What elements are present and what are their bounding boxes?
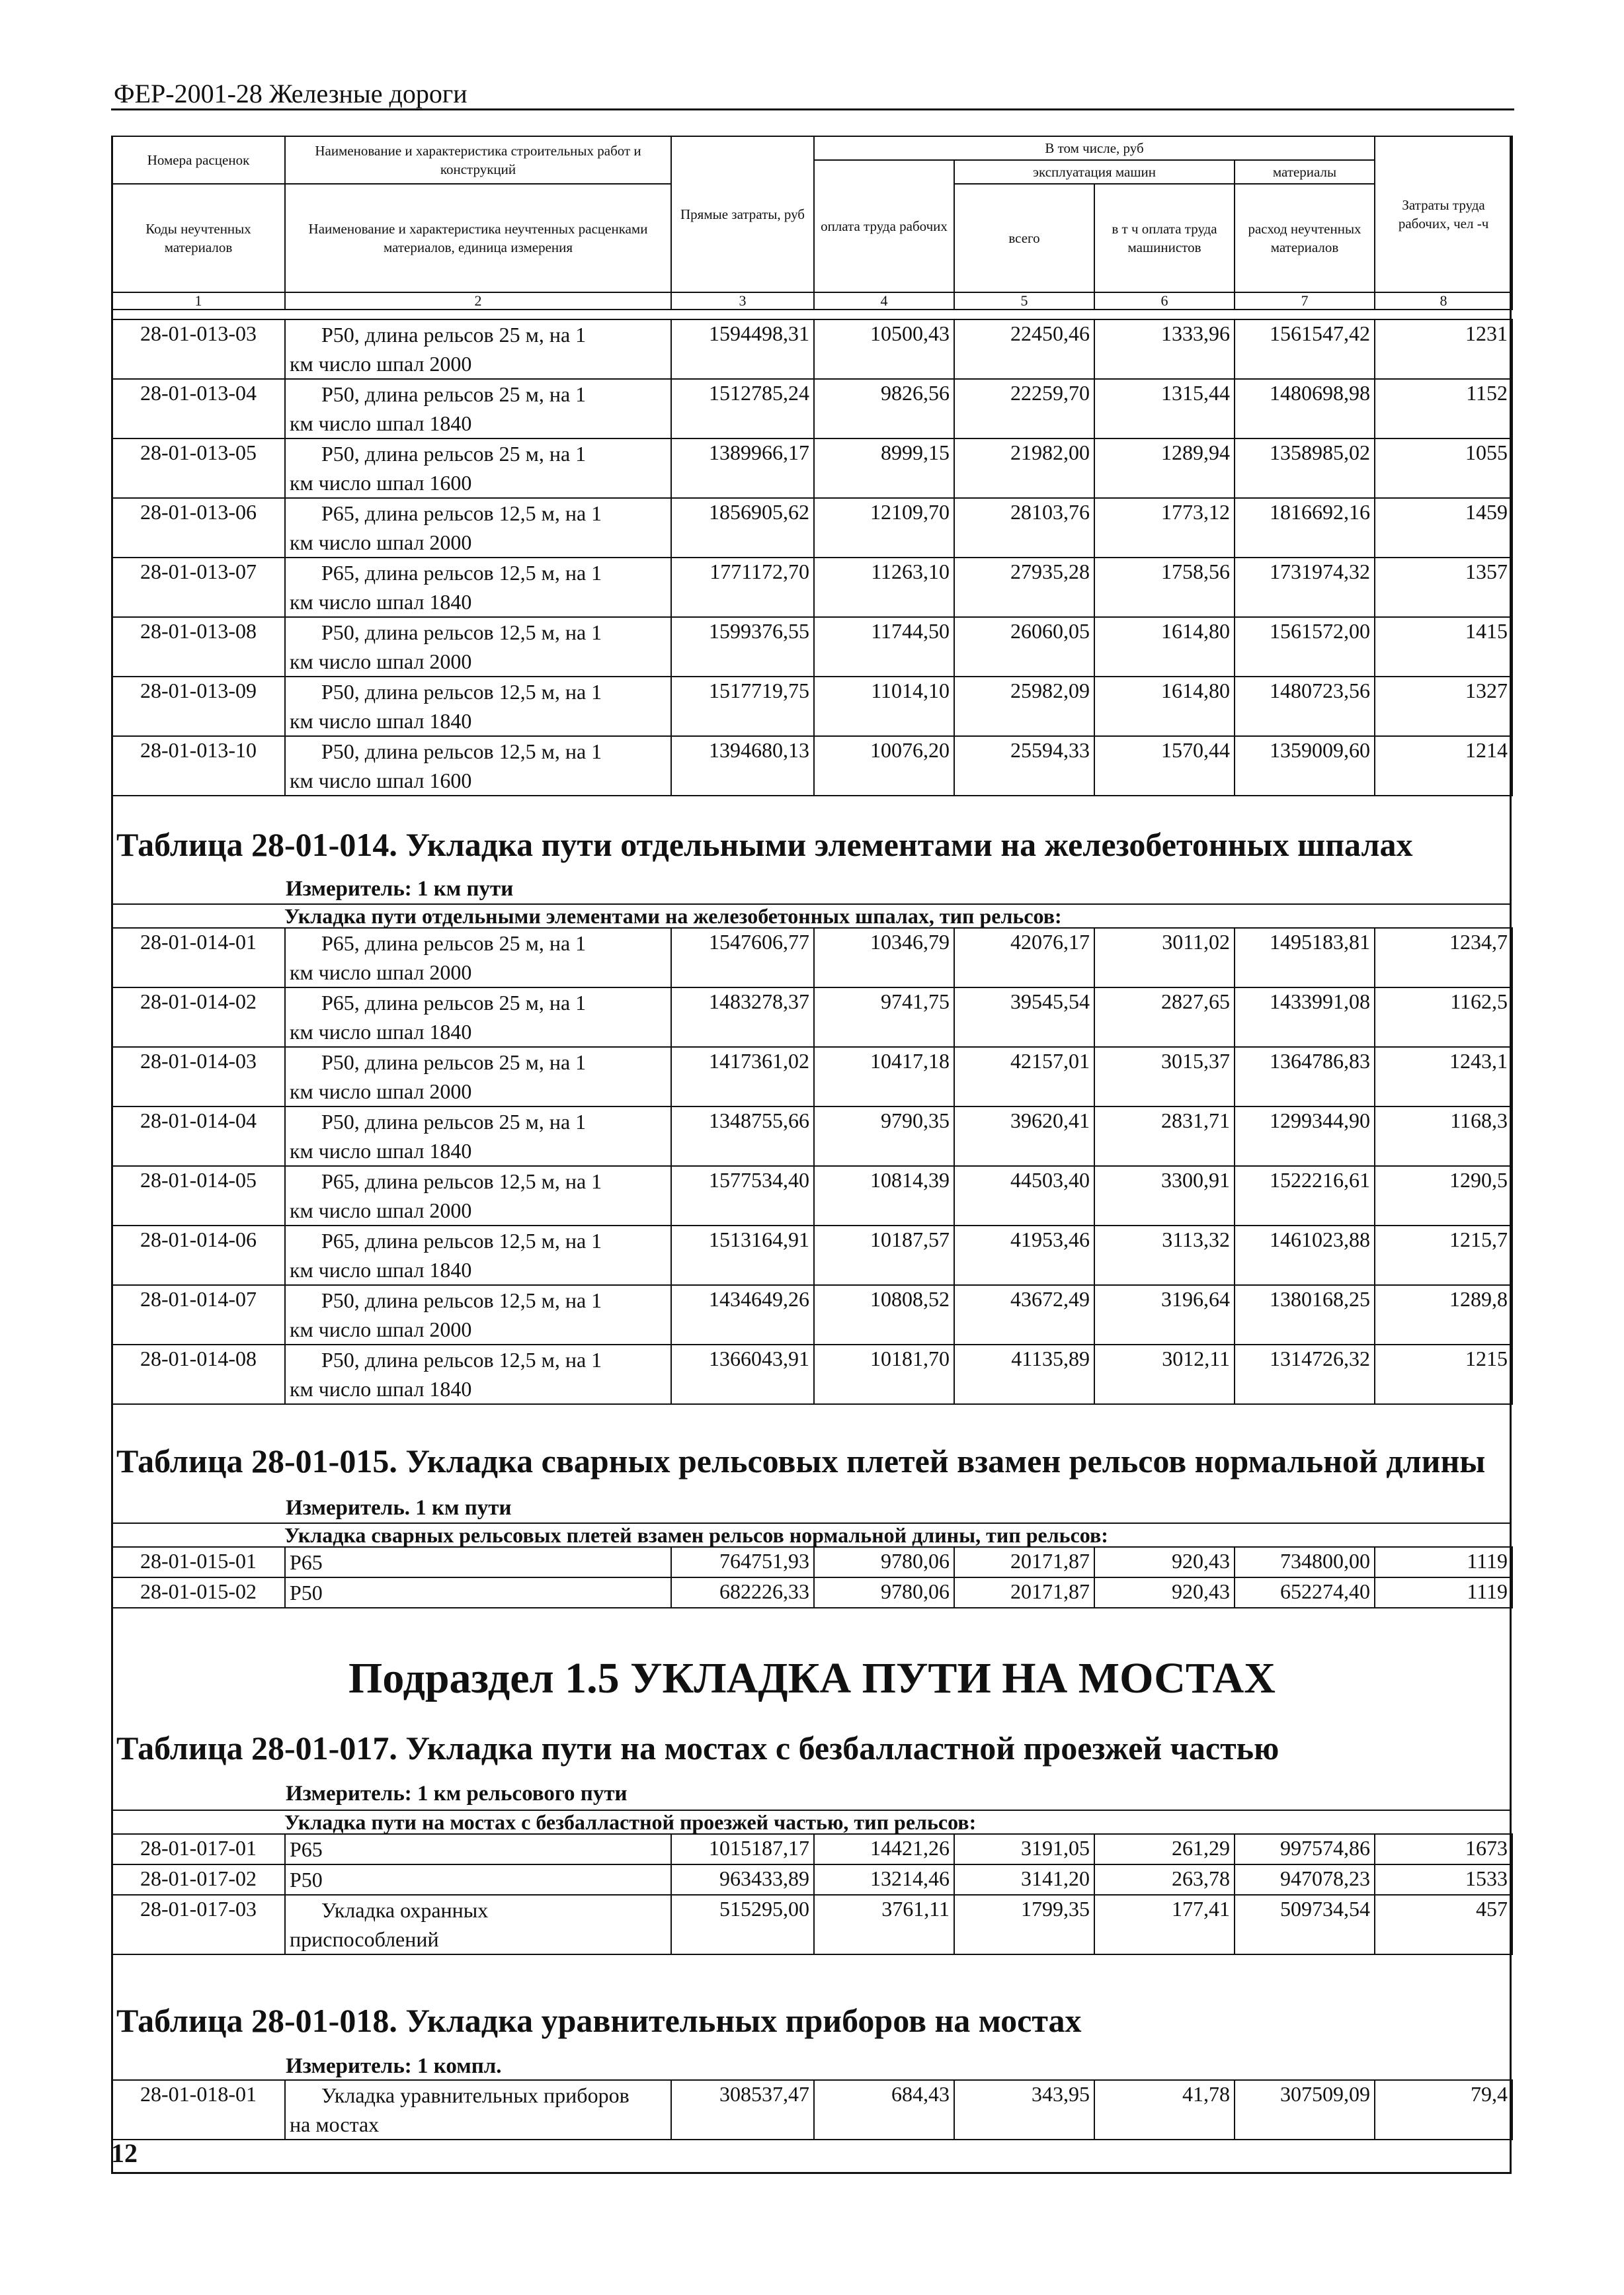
- table-28-01-015: [111, 1546, 1513, 1608]
- header-workers-pay: оплата труда рабочих: [814, 160, 954, 292]
- column-number: 5: [954, 292, 1094, 310]
- operators-pay: 2827,65: [1094, 987, 1235, 1047]
- machines-total: 43672,49: [954, 1285, 1094, 1345]
- header-operators-pay: в т ч оплата труда машинистов: [1094, 184, 1235, 292]
- rate-code: 28-01-014-05: [112, 1166, 285, 1226]
- rate-code: 28-01-014-07: [112, 1285, 285, 1345]
- work-name: [285, 677, 671, 736]
- machines-total: 3141,20: [954, 1864, 1094, 1895]
- work-name-line: Р65, длина рельсов 25 м, на 1: [321, 991, 587, 1015]
- rate-code: 28-01-014-02: [112, 987, 285, 1047]
- work-name: [285, 1895, 671, 1954]
- work-name-line: км число шпал 1600: [290, 769, 472, 792]
- table-row: [112, 987, 1512, 1047]
- labor-hours: 1357: [1375, 558, 1512, 617]
- workers-pay: 10814,39: [814, 1166, 954, 1226]
- labor-hours: 1168,3: [1375, 1106, 1512, 1166]
- materials-cost: 509734,54: [1235, 1895, 1375, 1954]
- machines-total: 22450,46: [954, 319, 1094, 379]
- machines-total: 3191,05: [954, 1834, 1094, 1864]
- machines-total: 20171,87: [954, 1577, 1094, 1608]
- operators-pay: 1758,56: [1094, 558, 1235, 617]
- operators-pay: 1614,80: [1094, 677, 1235, 736]
- rate-code: 28-01-013-08: [112, 617, 285, 677]
- subhead-017: [111, 1810, 1512, 1835]
- direct-costs: 1389966,17: [671, 438, 814, 498]
- operators-pay: 3113,32: [1094, 1226, 1235, 1285]
- meter-017-text: Измеритель: 1 км рельсового пути: [286, 1782, 628, 1806]
- work-name: [285, 1285, 671, 1345]
- rate-code: 28-01-013-06: [112, 498, 285, 558]
- table-28-01-013: [111, 319, 1513, 796]
- rate-code: 28-01-013-10: [112, 736, 285, 796]
- table-row: [112, 617, 1512, 677]
- operators-pay: 1570,44: [1094, 736, 1235, 796]
- operators-pay: 1773,12: [1094, 498, 1235, 558]
- table-28-01-018: [111, 2079, 1513, 2140]
- direct-costs: 1771172,70: [671, 558, 814, 617]
- machines-total: 20171,87: [954, 1547, 1094, 1577]
- work-name: [285, 379, 671, 438]
- work-name-line: км число шпал 2000: [290, 530, 472, 554]
- workers-pay: 11744,50: [814, 617, 954, 677]
- table-row: [112, 1577, 1512, 1608]
- column-number: 2: [285, 292, 671, 310]
- operators-pay: 3015,37: [1094, 1047, 1235, 1106]
- work-name-line: Р50, длина рельсов 12,5 м, на 1: [321, 620, 602, 644]
- materials-cost: 1480698,98: [1235, 379, 1375, 438]
- work-name-line: Р65, длина рельсов 12,5 м, на 1: [321, 1229, 602, 1253]
- workers-pay: 684,43: [814, 2080, 954, 2140]
- machines-total: 42157,01: [954, 1047, 1094, 1106]
- header-labor: Затраты труда рабочих, чел -ч: [1375, 136, 1512, 292]
- table-row: [112, 1895, 1512, 1954]
- operators-pay: 3300,91: [1094, 1166, 1235, 1226]
- work-name-line: км число шпал 1840: [290, 590, 472, 614]
- materials-cost: 1433991,08: [1235, 987, 1375, 1047]
- work-name: [285, 1047, 671, 1106]
- workers-pay: 10808,52: [814, 1285, 954, 1345]
- machines-total: 25594,33: [954, 736, 1094, 796]
- materials-cost: 1731974,32: [1235, 558, 1375, 617]
- work-name-line: км число шпал 2000: [290, 1317, 472, 1341]
- labor-hours: 1214: [1375, 736, 1512, 796]
- work-name-line: Р50, длина рельсов 25 м, на 1: [321, 382, 587, 406]
- column-numbers-row: [112, 292, 1512, 310]
- workers-pay: 9741,75: [814, 987, 954, 1047]
- labor-hours: 1459: [1375, 498, 1512, 558]
- work-name-line: км число шпал 2000: [290, 649, 472, 673]
- meter-014-text: Измеритель: 1 км пути: [286, 877, 514, 901]
- header-material-names: Наименование и характеристика неучтенных расценками материалов, единица измерения: [285, 184, 671, 292]
- operators-pay: 1614,80: [1094, 617, 1235, 677]
- work-name-line: Укладка уравнительных приборов: [321, 2083, 629, 2107]
- work-name-line: Р65: [290, 1837, 323, 1861]
- operators-pay: 1333,96: [1094, 319, 1235, 379]
- machines-total: 343,95: [954, 2080, 1094, 2140]
- column-number: 1: [112, 292, 285, 310]
- labor-hours: 1243,1: [1375, 1047, 1512, 1106]
- work-name: [285, 1106, 671, 1166]
- work-name: [285, 1226, 671, 1285]
- meter-018: [286, 2054, 501, 2079]
- table-row: [112, 558, 1512, 617]
- workers-pay: 13214,46: [814, 1864, 954, 1895]
- labor-hours: 1119: [1375, 1547, 1512, 1577]
- direct-costs: 1348755,66: [671, 1106, 814, 1166]
- direct-costs: 1417361,02: [671, 1047, 814, 1106]
- materials-cost: 734800,00: [1235, 1547, 1375, 1577]
- work-name-line: км число шпал 1840: [290, 1139, 472, 1163]
- machines-total: 44503,40: [954, 1166, 1094, 1226]
- work-name: [285, 928, 671, 987]
- page-header: [111, 78, 1514, 109]
- labor-hours: 1055: [1375, 438, 1512, 498]
- header-total: всего: [954, 184, 1094, 292]
- work-name-line: км число шпал 2000: [290, 960, 472, 984]
- meter-015: [286, 1496, 512, 1521]
- work-name-line: Р65, длина рельсов 12,5 м, на 1: [321, 561, 602, 585]
- rate-code: 28-01-015-02: [112, 1577, 285, 1608]
- operators-pay: 263,78: [1094, 1864, 1235, 1895]
- direct-costs: 1856905,62: [671, 498, 814, 558]
- header-direct-costs: Прямые затраты, руб: [671, 136, 814, 292]
- header-material-consumption: расход неучтенных материалов: [1235, 184, 1375, 292]
- table-row: [112, 319, 1512, 379]
- materials-cost: 1299344,90: [1235, 1106, 1375, 1166]
- workers-pay: 10346,79: [814, 928, 954, 987]
- column-number: 7: [1235, 292, 1375, 310]
- workers-pay: 9826,56: [814, 379, 954, 438]
- direct-costs: 1513164,91: [671, 1226, 814, 1285]
- rate-code: 28-01-014-04: [112, 1106, 285, 1166]
- page-header-title: ФЕР-2001-28 Железные дороги: [114, 79, 467, 108]
- work-name-line: Р50, длина рельсов 12,5 м, на 1: [321, 1348, 602, 1372]
- work-name: [285, 1577, 671, 1608]
- work-name-line: Р65, длина рельсов 12,5 м, на 1: [321, 501, 602, 525]
- rate-code: 28-01-014-06: [112, 1226, 285, 1285]
- materials-cost: 1314726,32: [1235, 1345, 1375, 1404]
- work-name: [285, 1864, 671, 1895]
- subhead-015: [111, 1523, 1512, 1548]
- rate-code: 28-01-013-04: [112, 379, 285, 438]
- work-name: [285, 558, 671, 617]
- work-name-line: приспособлений: [290, 1927, 439, 1951]
- subsection-title: Подраздел 1.5 УКЛАДКА ПУТИ НА МОСТАХ: [348, 1654, 1276, 1702]
- materials-cost: 1359009,60: [1235, 736, 1375, 796]
- materials-cost: 307509,09: [1235, 2080, 1375, 2140]
- materials-cost: 1480723,56: [1235, 677, 1375, 736]
- work-name-line: Р50, длина рельсов 12,5 м, на 1: [321, 1288, 602, 1312]
- subhead-014-text: Укладка пути отдельными элементами на железобетонных шпалах, тип рельсов:: [284, 904, 1062, 928]
- direct-costs: 1594498,31: [671, 319, 814, 379]
- page-number: 12: [111, 2138, 138, 2168]
- header-rule: [111, 108, 1514, 110]
- materials-cost: 652274,40: [1235, 1577, 1375, 1608]
- materials-cost: 1522216,61: [1235, 1166, 1375, 1226]
- work-name-line: км число шпал 2000: [290, 1079, 472, 1103]
- labor-hours: 1415: [1375, 617, 1512, 677]
- operators-pay: 261,29: [1094, 1834, 1235, 1864]
- operators-pay: 920,43: [1094, 1547, 1235, 1577]
- work-name-line: Укладка охранных: [321, 1898, 489, 1922]
- operators-pay: 3011,02: [1094, 928, 1235, 987]
- rate-code: 28-01-013-03: [112, 319, 285, 379]
- work-name-line: на мостах: [290, 2112, 380, 2136]
- workers-pay: 9780,06: [814, 1547, 954, 1577]
- direct-costs: 515295,00: [671, 1895, 814, 1954]
- labor-hours: 457: [1375, 1895, 1512, 1954]
- labor-hours: 1533: [1375, 1864, 1512, 1895]
- materials-cost: 1461023,88: [1235, 1226, 1375, 1285]
- labor-hours: 1231: [1375, 319, 1512, 379]
- work-name-line: Р50, длина рельсов 25 м, на 1: [321, 323, 587, 347]
- work-name-line: Р50, длина рельсов 12,5 м, на 1: [321, 739, 602, 763]
- work-name-line: км число шпал 1840: [290, 1258, 472, 1282]
- work-name-line: Р50, длина рельсов 12,5 м, на 1: [321, 680, 602, 704]
- work-name-line: км число шпал 1840: [290, 411, 472, 435]
- workers-pay: 10500,43: [814, 319, 954, 379]
- subhead-015-text: Укладка сварных рельсовых плетей взамен рельсов нормальной длины, тип рельсов:: [284, 1523, 1108, 1547]
- table-row: [112, 1106, 1512, 1166]
- header-work-name: Наименование и характеристика строительных работ и конструкций: [285, 136, 671, 184]
- table-row: [112, 1226, 1512, 1285]
- direct-costs: 1577534,40: [671, 1166, 814, 1226]
- work-name-line: Р50: [290, 1868, 323, 1892]
- table-28-01-017: [111, 1833, 1513, 1955]
- operators-pay: 3012,11: [1094, 1345, 1235, 1404]
- workers-pay: 10417,18: [814, 1047, 954, 1106]
- rate-code: 28-01-013-07: [112, 558, 285, 617]
- table-row: [112, 1547, 1512, 1577]
- table-row: [112, 1345, 1512, 1404]
- direct-costs: 1394680,13: [671, 736, 814, 796]
- machines-total: 28103,76: [954, 498, 1094, 558]
- materials-cost: 1495183,81: [1235, 928, 1375, 987]
- materials-cost: 997574,86: [1235, 1834, 1375, 1864]
- column-number: 4: [814, 292, 954, 310]
- work-name-line: км число шпал 1600: [290, 471, 472, 495]
- workers-pay: 10187,57: [814, 1226, 954, 1285]
- direct-costs: 764751,93: [671, 1547, 814, 1577]
- table-row: [112, 736, 1512, 796]
- workers-pay: 8999,15: [814, 438, 954, 498]
- operators-pay: 41,78: [1094, 2080, 1235, 2140]
- work-name: [285, 736, 671, 796]
- operators-pay: 177,41: [1094, 1895, 1235, 1954]
- table-title-015: Таблица 28-01-015. Укладка сварных рельсовых плетей взамен рельсов нормальной длины: [116, 1442, 1486, 1480]
- direct-costs: 1015187,17: [671, 1834, 814, 1864]
- rate-code: 28-01-013-05: [112, 438, 285, 498]
- operators-pay: 1289,94: [1094, 438, 1235, 498]
- header-including: В том числе, руб: [814, 136, 1375, 160]
- machines-total: 42076,17: [954, 928, 1094, 987]
- rate-code: 28-01-013-09: [112, 677, 285, 736]
- labor-hours: 1673: [1375, 1834, 1512, 1864]
- table-row: [112, 677, 1512, 736]
- direct-costs: 1517719,75: [671, 677, 814, 736]
- labor-hours: 1215: [1375, 1345, 1512, 1404]
- work-name-line: Р65: [290, 1550, 323, 1574]
- table-row: [112, 1166, 1512, 1226]
- machines-total: 41953,46: [954, 1226, 1094, 1285]
- workers-pay: 11014,10: [814, 677, 954, 736]
- table-row: [112, 1834, 1512, 1864]
- meter-018-text: Измеритель: 1 компл.: [286, 2054, 502, 2078]
- machines-total: 39545,54: [954, 987, 1094, 1047]
- direct-costs: 682226,33: [671, 1577, 814, 1608]
- workers-pay: 12109,70: [814, 498, 954, 558]
- labor-hours: 1289,8: [1375, 1285, 1512, 1345]
- work-name-line: Р65, длина рельсов 12,5 м, на 1: [321, 1169, 602, 1193]
- workers-pay: 10076,20: [814, 736, 954, 796]
- table-row: [112, 498, 1512, 558]
- work-name: [285, 498, 671, 558]
- table-row: [112, 1047, 1512, 1106]
- materials-cost: 1561572,00: [1235, 617, 1375, 677]
- materials-cost: 947078,23: [1235, 1864, 1375, 1895]
- direct-costs: 308537,47: [671, 2080, 814, 2140]
- rate-code: 28-01-018-01: [112, 2080, 285, 2140]
- work-name-line: Р65, длина рельсов 25 м, на 1: [321, 931, 587, 955]
- work-name: [285, 987, 671, 1047]
- direct-costs: 1547606,77: [671, 928, 814, 987]
- direct-costs: 1434649,26: [671, 1285, 814, 1345]
- labor-hours: 1215,7: [1375, 1226, 1512, 1285]
- workers-pay: 3761,11: [814, 1895, 954, 1954]
- table-title-014: Таблица 28-01-014. Укладка пути отдельными элементами на железобетонных шпалах: [116, 826, 1413, 863]
- work-name: [285, 2080, 671, 2140]
- labor-hours: 79,4: [1375, 2080, 1512, 2140]
- materials-cost: 1816692,16: [1235, 498, 1375, 558]
- subhead-014: [111, 903, 1512, 929]
- rate-code: 28-01-014-01: [112, 928, 285, 987]
- machines-total: 1799,35: [954, 1895, 1094, 1954]
- rate-code: 28-01-014-03: [112, 1047, 285, 1106]
- direct-costs: 1512785,24: [671, 379, 814, 438]
- operators-pay: 2831,71: [1094, 1106, 1235, 1166]
- header-rate-numbers: Номера расценок: [112, 136, 285, 184]
- machines-total: 41135,89: [954, 1345, 1094, 1404]
- rate-code: 28-01-015-01: [112, 1547, 285, 1577]
- direct-costs: 963433,89: [671, 1864, 814, 1895]
- header-materials: материалы: [1235, 160, 1375, 184]
- direct-costs: 1599376,55: [671, 617, 814, 677]
- direct-costs: 1483278,37: [671, 987, 814, 1047]
- table-row: [112, 379, 1512, 438]
- machines-total: 27935,28: [954, 558, 1094, 617]
- column-number: 3: [671, 292, 814, 310]
- meter-017: [286, 1782, 628, 1806]
- work-name: [285, 1166, 671, 1226]
- work-name-line: Р50, длина рельсов 25 м, на 1: [321, 442, 587, 466]
- column-number: 6: [1094, 292, 1235, 310]
- table-row: [112, 1864, 1512, 1895]
- work-name: [285, 617, 671, 677]
- work-name-line: км число шпал 1840: [290, 1020, 472, 1044]
- header-machine-exploitation: эксплуатация машин: [954, 160, 1235, 184]
- materials-cost: 1380168,25: [1235, 1285, 1375, 1345]
- meter-014: [286, 877, 513, 901]
- materials-cost: 1358985,02: [1235, 438, 1375, 498]
- table-row: [112, 2080, 1512, 2140]
- workers-pay: 14421,26: [814, 1834, 954, 1864]
- workers-pay: 11263,10: [814, 558, 954, 617]
- labor-hours: 1152: [1375, 379, 1512, 438]
- table-title-017: Таблица 28-01-017. Укладка пути на мостах с безбалластной проезжей частью: [116, 1730, 1279, 1767]
- work-name-line: Р50: [290, 1581, 323, 1605]
- labor-hours: 1327: [1375, 677, 1512, 736]
- meter-015-text: Измеритель. 1 км пути: [286, 1496, 512, 1520]
- machines-total: 39620,41: [954, 1106, 1094, 1166]
- rate-code: 28-01-014-08: [112, 1345, 285, 1404]
- work-name-line: км число шпал 2000: [290, 352, 472, 376]
- column-number: 8: [1375, 292, 1512, 310]
- operators-pay: 3196,64: [1094, 1285, 1235, 1345]
- workers-pay: 9790,35: [814, 1106, 954, 1166]
- work-name: [285, 1547, 671, 1577]
- operators-pay: 1315,44: [1094, 379, 1235, 438]
- machines-total: 22259,70: [954, 379, 1094, 438]
- header-material-codes: Коды неучтенных материалов: [112, 184, 285, 292]
- work-name-line: Р50, длина рельсов 25 м, на 1: [321, 1110, 587, 1134]
- rate-code: 28-01-017-03: [112, 1895, 285, 1954]
- work-name-line: км число шпал 1840: [290, 709, 472, 733]
- work-name: [285, 438, 671, 498]
- workers-pay: 10181,70: [814, 1345, 954, 1404]
- work-name-line: км число шпал 1840: [290, 1377, 472, 1401]
- work-name-line: км число шпал 2000: [290, 1198, 472, 1222]
- table-title-018: Таблица 28-01-018. Укладка уравнительных приборов на мостах: [116, 2002, 1082, 2039]
- operators-pay: 920,43: [1094, 1577, 1235, 1608]
- materials-cost: 1561547,42: [1235, 319, 1375, 379]
- table-row: [112, 928, 1512, 987]
- work-name-line: Р50, длина рельсов 25 м, на 1: [321, 1050, 587, 1074]
- workers-pay: 9780,06: [814, 1577, 954, 1608]
- machines-total: 25982,09: [954, 677, 1094, 736]
- subhead-017-text: Укладка пути на мостах с безбалластной проезжей частью, тип рельсов:: [284, 1810, 977, 1834]
- table-row: [112, 438, 1512, 498]
- work-name: [285, 1834, 671, 1864]
- machines-total: 21982,00: [954, 438, 1094, 498]
- rate-code: 28-01-017-02: [112, 1864, 285, 1895]
- labor-hours: 1290,5: [1375, 1166, 1512, 1226]
- materials-cost: 1364786,83: [1235, 1047, 1375, 1106]
- labor-hours: 1162,5: [1375, 987, 1512, 1047]
- rate-code: 28-01-017-01: [112, 1834, 285, 1864]
- work-name: [285, 1345, 671, 1404]
- column-header-table: [111, 136, 1513, 310]
- direct-costs: 1366043,91: [671, 1345, 814, 1404]
- table-28-01-014: [111, 927, 1513, 1405]
- work-name: [285, 319, 671, 379]
- labor-hours: 1119: [1375, 1577, 1512, 1608]
- table-row: [112, 1285, 1512, 1345]
- labor-hours: 1234,7: [1375, 928, 1512, 987]
- machines-total: 26060,05: [954, 617, 1094, 677]
